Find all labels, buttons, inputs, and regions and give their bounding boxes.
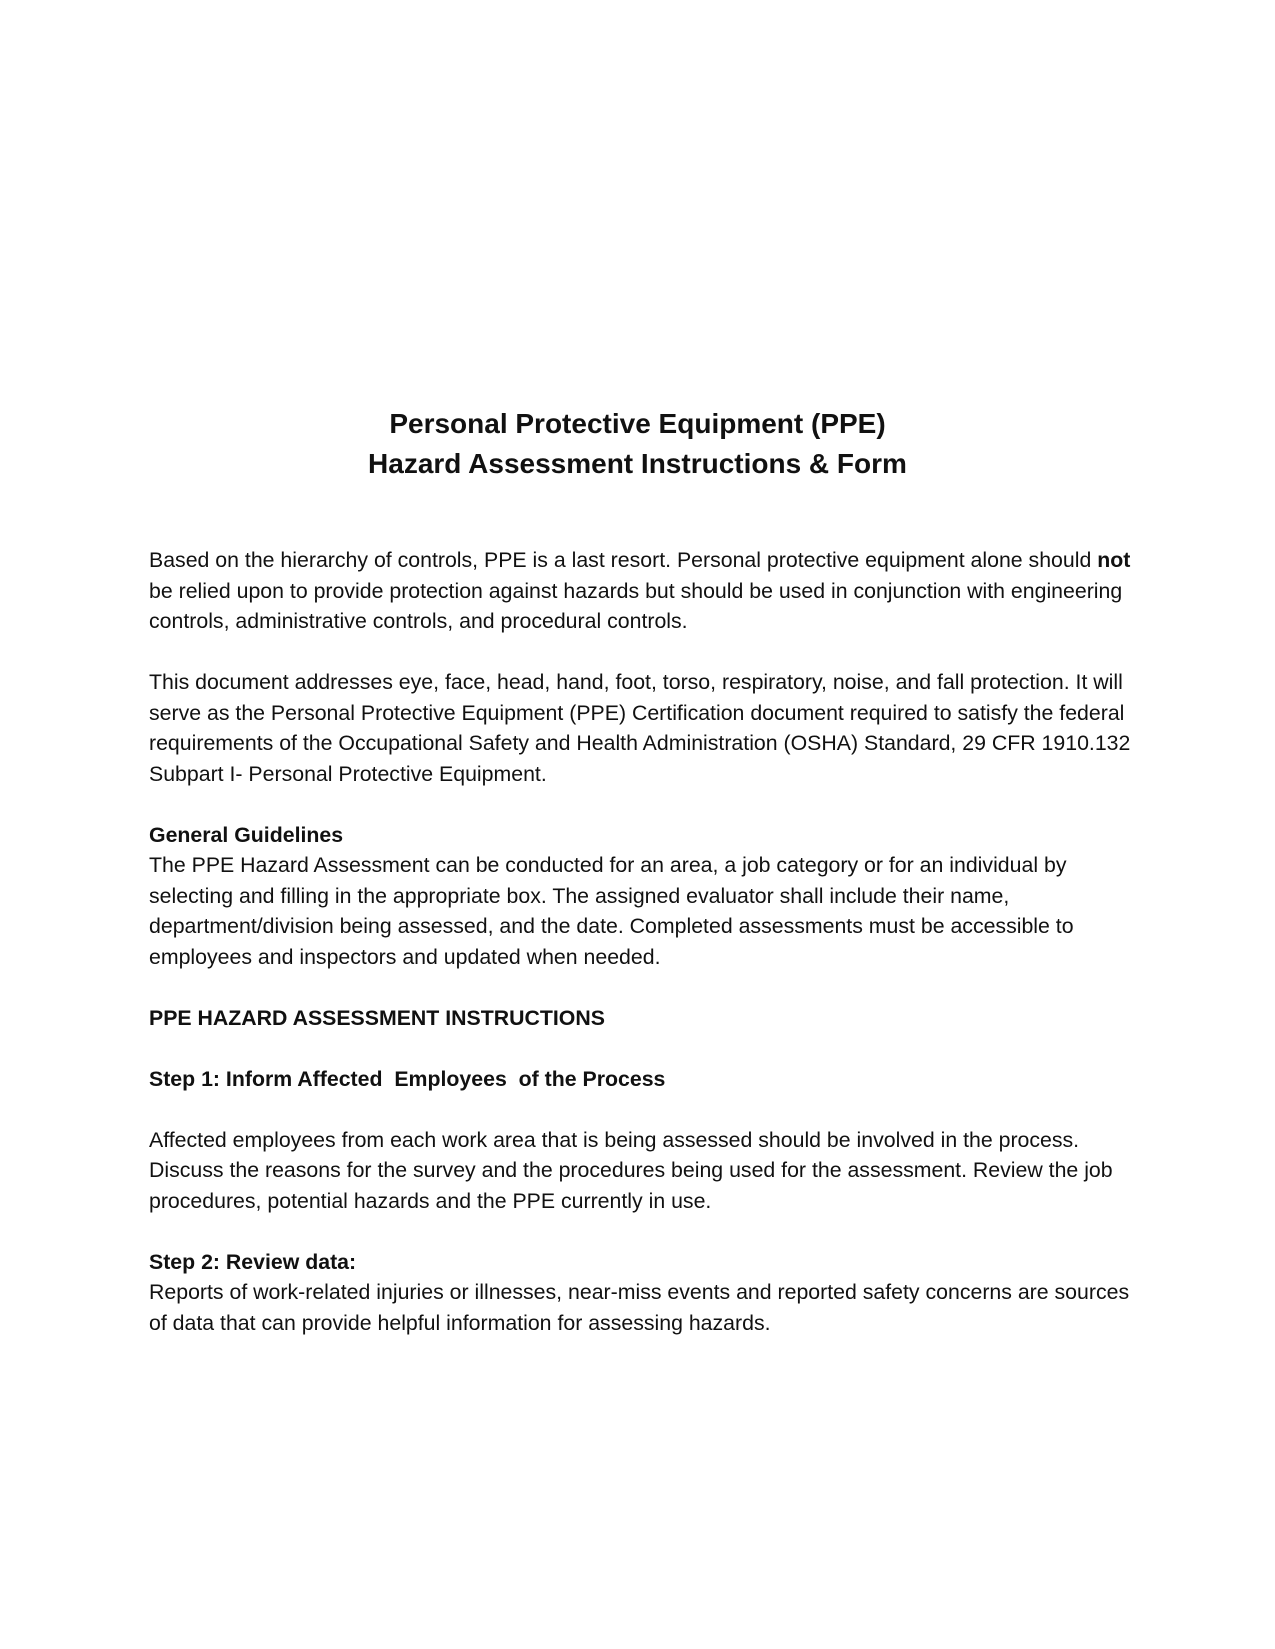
- intro-text-part-2: be relied upon to provide protection against hazards but should be used in conjunction with engineering controls, administrative controls, and procedural controls.: [149, 578, 1123, 633]
- general-guidelines-heading: General Guidelines: [149, 822, 344, 847]
- scope-paragraph: This document addresses eye, face, head, hand, foot, torso, respiratory, noise, and fall protection. It will serve as the Personal Protective Equipment (PPE) Certification document required to satisfy the federal requirements of the Occupational Safety and Health Administration (OSHA) Standard, 29 CFR 1910.132 Subpart I- Personal Protective Equipment.: [149, 670, 1131, 786]
- step-2-body: Reports of work-related injuries or illnesses, near-miss events and reported safety concerns are sources of data that can provide helpful information for assessing hazards.: [149, 1280, 1130, 1335]
- general-guidelines-body: The PPE Hazard Assessment can be conducted for an area, a job category or for an individual by selecting and filling in the appropriate box. The assigned evaluator shall include their name, department/division being assessed, and the date. Completed assessments must be accessible to employees and inspectors and updated when needed.: [149, 853, 1074, 969]
- intro-text-part-1: Based on the hierarchy of controls, PPE is a last resort. Personal protective equipment alone should: [149, 548, 1098, 572]
- document-title: [0, 404, 1275, 484]
- title-line-1: Personal Protective Equipment (PPE): [389, 408, 886, 439]
- step-1-body: Affected employees from each work area that is being assessed should be involved in the process. Discuss the reasons for the survey and the procedures being used for the assessment. Review the job procedures, potential hazards and the PPE currently in use.: [149, 1127, 1113, 1213]
- step-1-heading: Step 1: Inform Affected Employees of the Process: [149, 1066, 666, 1091]
- title-line-2: Hazard Assessment Instructions & Form: [368, 448, 907, 479]
- instructions-heading: PPE HAZARD ASSESSMENT INSTRUCTIONS: [149, 1005, 605, 1030]
- intro-emphasis: not: [1097, 548, 1131, 572]
- document-body: [149, 545, 1139, 1338]
- intro-paragraph: [149, 545, 1139, 637]
- step-2-heading: Step 2: Review data:: [149, 1249, 357, 1274]
